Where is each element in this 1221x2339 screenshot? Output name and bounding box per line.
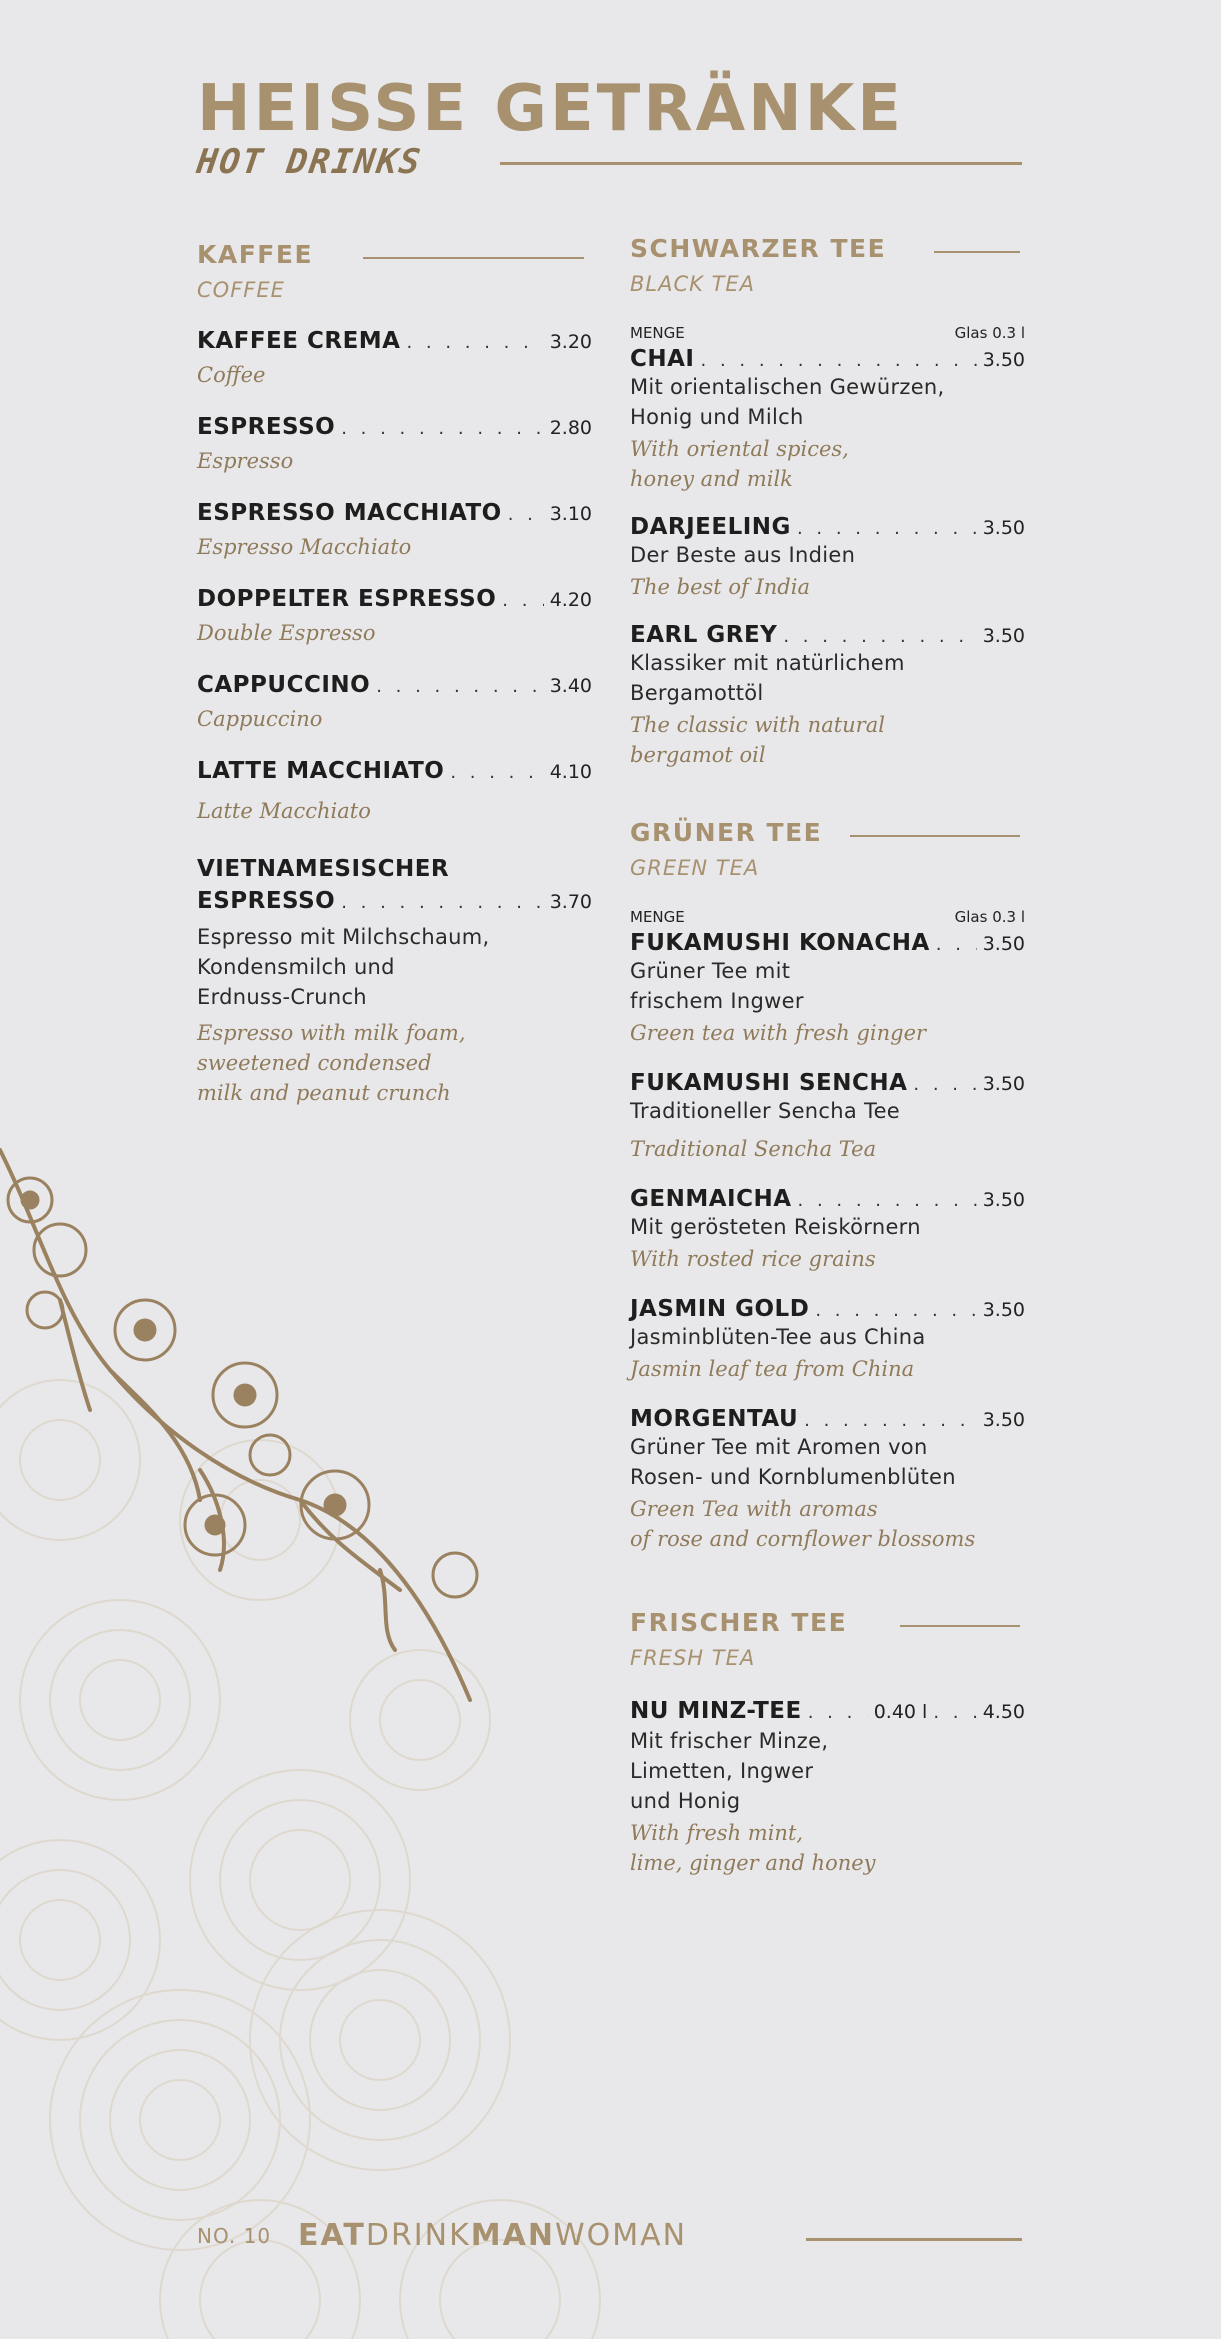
item-price: 3.40 bbox=[549, 675, 592, 697]
leader-dots bbox=[798, 1190, 977, 1211]
leader-dots bbox=[341, 892, 543, 913]
section-title-en: BLACK TEA bbox=[630, 272, 756, 296]
item-description-de: Rosen- und Kornblumenblüten bbox=[630, 1465, 956, 1489]
footer-divider bbox=[806, 2238, 1022, 2241]
brand-man: MAN bbox=[470, 2218, 555, 2253]
menu-item bbox=[197, 758, 592, 826]
item-price: 2.80 bbox=[549, 417, 592, 439]
page-number: NO. 10 bbox=[197, 2224, 272, 2248]
item-description-en: honey and milk bbox=[630, 467, 793, 491]
item-description-en: The best of India bbox=[630, 575, 810, 599]
item-name: EARL GREY bbox=[630, 622, 778, 648]
item-price: 3.50 bbox=[982, 1189, 1025, 1211]
quantity-value: Glas 0.3 l bbox=[954, 324, 1025, 342]
leader-dots bbox=[933, 1702, 976, 1723]
item-description-de: Grüner Tee mit Aromen von bbox=[630, 1435, 928, 1459]
item-description-de: Kondensmilch und bbox=[197, 955, 395, 979]
coffee-section-header bbox=[197, 240, 592, 274]
item-price: 3.50 bbox=[982, 1073, 1025, 1095]
item-description-en: bergamot oil bbox=[630, 743, 766, 767]
fresh-tea-section bbox=[630, 1608, 1025, 1878]
cherry-blossom-branch bbox=[0, 1150, 470, 1700]
item-price: 4.50 bbox=[982, 1701, 1025, 1723]
item-price: 3.10 bbox=[549, 503, 592, 525]
item-description-en: Jasmin leaf tea from China bbox=[630, 1357, 915, 1381]
item-description-de: Limetten, Ingwer bbox=[630, 1759, 814, 1783]
item-description-en: Traditional Sencha Tea bbox=[630, 1137, 877, 1161]
wave-pattern bbox=[0, 1380, 600, 2339]
section-divider bbox=[900, 1625, 1020, 1627]
section-title-en: FRESH TEA bbox=[630, 1646, 756, 1670]
section-divider bbox=[850, 835, 1020, 837]
menu-item bbox=[197, 586, 592, 648]
leader-dots bbox=[797, 518, 977, 539]
brand-name bbox=[298, 2218, 687, 2253]
item-price: 3.50 bbox=[982, 933, 1025, 955]
menu-item bbox=[197, 500, 592, 562]
leader-dots bbox=[936, 934, 977, 955]
quantity-row bbox=[630, 324, 1025, 342]
item-description-de: Mit gerösteten Reiskörnern bbox=[630, 1215, 921, 1239]
item-description-de: Espresso mit Milchschaum, bbox=[197, 925, 490, 949]
item-description-de: und Honig bbox=[630, 1789, 741, 1813]
leader-dots bbox=[815, 1300, 976, 1321]
item-description-de: Mit frischer Minze, bbox=[630, 1729, 829, 1753]
brand-drink: DRINK bbox=[365, 2218, 471, 2253]
menu-item bbox=[630, 346, 1025, 494]
item-description-en: Cappuccino bbox=[197, 707, 323, 731]
coffee-section bbox=[197, 240, 592, 1108]
item-description-de: Der Beste aus Indien bbox=[630, 543, 856, 567]
menu-item bbox=[630, 1296, 1025, 1384]
quantity-label: MENGE bbox=[630, 324, 685, 342]
leader-dots bbox=[341, 418, 543, 439]
item-description-en: Espresso bbox=[197, 449, 294, 473]
leader-dots bbox=[502, 590, 543, 611]
item-description-en: Espresso with milk foam, bbox=[197, 1021, 466, 1045]
item-description-de: Klassiker mit natürlichem bbox=[630, 651, 905, 675]
item-price: 3.50 bbox=[982, 349, 1025, 371]
item-description-de: Honig und Milch bbox=[630, 405, 804, 429]
menu-item bbox=[630, 1070, 1025, 1164]
menu-item bbox=[630, 622, 1025, 770]
item-name-line1: VIETNAMESISCHER bbox=[197, 856, 450, 882]
item-description-en: lime, ginger and honey bbox=[630, 1851, 876, 1875]
menu-item bbox=[630, 1186, 1025, 1274]
section-divider bbox=[934, 251, 1020, 253]
item-description-en: milk and peanut crunch bbox=[197, 1081, 451, 1105]
section-title: GRÜNER TEE bbox=[630, 818, 823, 847]
item-description-en: of rose and cornflower blossoms bbox=[630, 1527, 976, 1551]
leader-dots bbox=[376, 676, 544, 697]
item-description-en: With rosted rice grains bbox=[630, 1247, 876, 1271]
item-description-de: Grüner Tee mit bbox=[630, 959, 791, 983]
fresh-tea-section-header bbox=[630, 1608, 1025, 1642]
leader-dots bbox=[406, 332, 543, 353]
item-description-en: With oriental spices, bbox=[630, 437, 849, 461]
item-description-de: Traditioneller Sencha Tee bbox=[630, 1099, 901, 1123]
item-price: 3.50 bbox=[982, 517, 1025, 539]
green-tea-section-header bbox=[630, 818, 1025, 852]
item-name: ESPRESSO bbox=[197, 888, 336, 914]
menu-item bbox=[197, 672, 592, 734]
section-title-en: GREEN TEA bbox=[630, 856, 760, 880]
leader-dots bbox=[450, 762, 543, 783]
item-description-de: frischem Ingwer bbox=[630, 989, 804, 1013]
menu-item bbox=[197, 328, 592, 390]
item-price: 3.70 bbox=[549, 891, 592, 913]
item-price: 4.10 bbox=[549, 761, 592, 783]
brand-woman: WOMAN bbox=[554, 2218, 688, 2253]
leader-dots bbox=[804, 1410, 977, 1431]
item-description-de: Erdnuss-Crunch bbox=[197, 985, 367, 1009]
item-price: 3.50 bbox=[982, 1409, 1025, 1431]
item-name: FUKAMUSHI SENCHA bbox=[630, 1070, 908, 1096]
menu-item bbox=[630, 1698, 1025, 1878]
section-title-en: COFFEE bbox=[197, 278, 285, 302]
item-description-en: Coffee bbox=[197, 363, 266, 387]
menu-item bbox=[630, 1406, 1025, 1554]
menu-item bbox=[630, 514, 1025, 602]
blossom-flowers bbox=[8, 1178, 477, 1597]
item-price: 3.20 bbox=[549, 331, 592, 353]
item-name: LATTE MACCHIATO bbox=[197, 758, 445, 784]
item-name: CAPPUCCINO bbox=[197, 672, 371, 698]
section-title: SCHWARZER TEE bbox=[630, 234, 887, 263]
leader-dots bbox=[508, 504, 544, 525]
black-tea-section-header bbox=[630, 234, 1025, 268]
item-description-en: With fresh mint, bbox=[630, 1821, 804, 1845]
item-name: DOPPELTER ESPRESSO bbox=[197, 586, 497, 612]
black-tea-section bbox=[630, 234, 1025, 770]
menu-item bbox=[197, 414, 592, 476]
item-description-en: sweetened condensed bbox=[197, 1051, 432, 1075]
item-description-en: Green tea with fresh ginger bbox=[630, 1021, 927, 1045]
quantity-label: MENGE bbox=[630, 908, 685, 926]
item-name: JASMIN GOLD bbox=[630, 1296, 810, 1322]
item-name: ESPRESSO bbox=[197, 414, 336, 440]
menu-item bbox=[630, 930, 1025, 1048]
item-description-de: Mit orientalischen Gewürzen, bbox=[630, 375, 945, 399]
page-title: HEISSE GETRÄNKE bbox=[197, 72, 904, 146]
section-divider bbox=[363, 257, 584, 259]
page-subtitle: HOT DRINKS bbox=[194, 142, 425, 182]
item-name: DARJEELING bbox=[630, 514, 791, 540]
green-tea-section bbox=[630, 818, 1025, 1554]
section-title: KAFFEE bbox=[197, 240, 314, 269]
item-description-en: Espresso Macchiato bbox=[197, 535, 412, 559]
leader-dots bbox=[808, 1702, 868, 1723]
leader-dots bbox=[913, 1074, 976, 1095]
item-price: 4.20 bbox=[549, 589, 592, 611]
brand-eat: EAT bbox=[298, 2218, 366, 2253]
item-description-de: Jasminblüten-Tee aus China bbox=[630, 1325, 926, 1349]
item-name: NU MINZ-TEE bbox=[630, 1698, 802, 1724]
item-size: 0.40 l bbox=[873, 1701, 928, 1723]
item-name: CHAI bbox=[630, 346, 695, 372]
item-description-en: Green Tea with aromas bbox=[630, 1497, 878, 1521]
item-name: GENMAICHA bbox=[630, 1186, 792, 1212]
item-price: 3.50 bbox=[982, 1299, 1025, 1321]
title-divider bbox=[500, 162, 1022, 165]
item-description-en: The classic with natural bbox=[630, 713, 885, 737]
item-description-en: Double Espresso bbox=[197, 621, 376, 645]
leader-dots bbox=[783, 626, 976, 647]
item-name: MORGENTAU bbox=[630, 1406, 799, 1432]
menu-item bbox=[197, 850, 592, 1108]
section-title: FRISCHER TEE bbox=[630, 1608, 848, 1637]
item-name: FUKAMUSHI KONACHA bbox=[630, 930, 930, 956]
item-name: KAFFEE CREMA bbox=[197, 328, 401, 354]
leader-dots bbox=[701, 350, 977, 371]
item-description-en: Latte Macchiato bbox=[197, 799, 371, 823]
quantity-value: Glas 0.3 l bbox=[954, 908, 1025, 926]
item-name: ESPRESSO MACCHIATO bbox=[197, 500, 502, 526]
item-description-de: Bergamottöl bbox=[630, 681, 764, 705]
item-price: 3.50 bbox=[982, 625, 1025, 647]
quantity-row bbox=[630, 908, 1025, 926]
tea-column bbox=[630, 234, 1025, 1878]
